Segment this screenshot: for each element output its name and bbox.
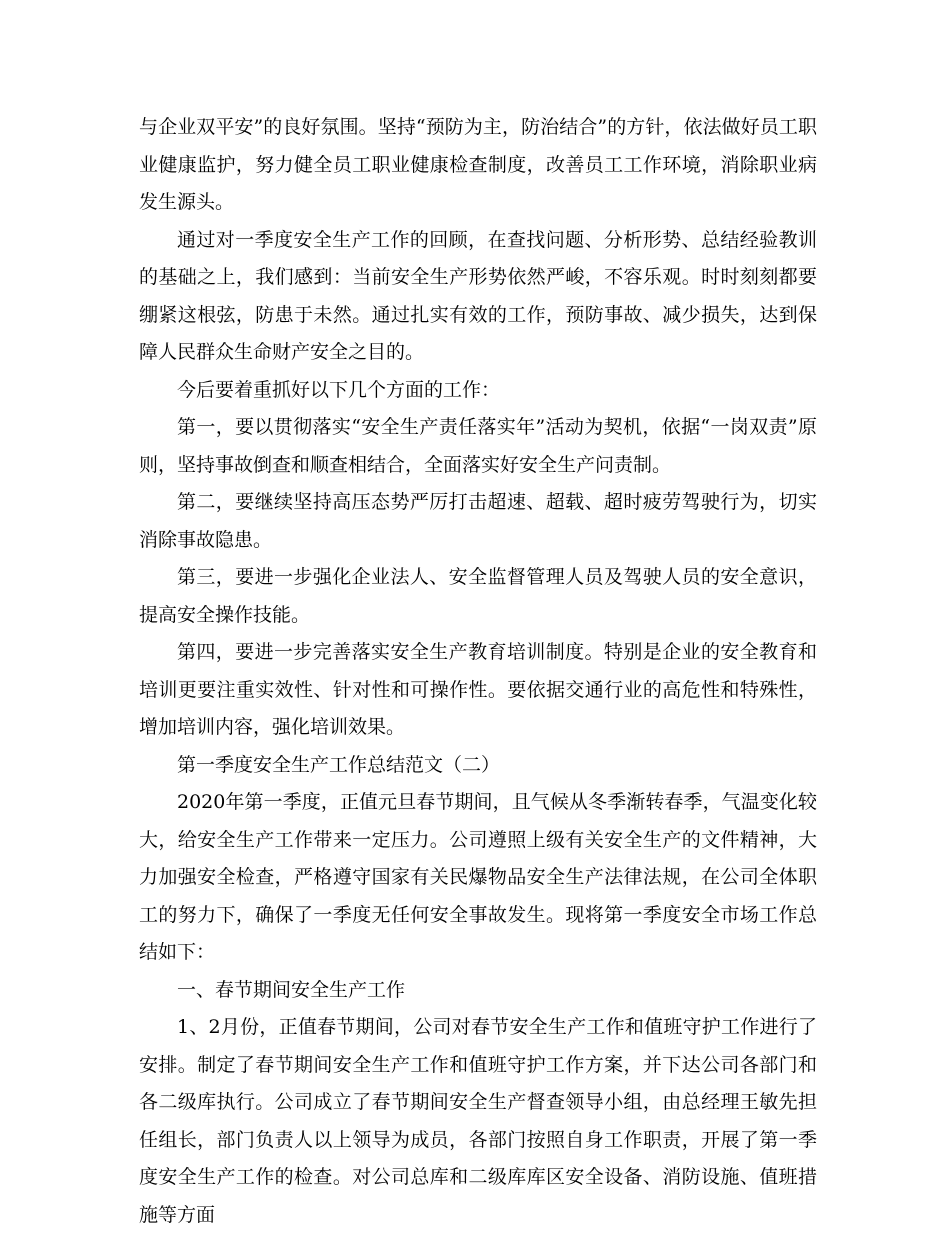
section-heading-spring-festival: 一、春节期间安全生产工作 [177, 978, 406, 1001]
paragraph-task-4: 第四，要进一步完善落实安全生产教育培训制度。特别是企业的安全教育和培训更要注重实效性、针对性和可操作性。要依据交通行业的高危性和特殊性，增加培训内容，强化培训效果。 [139, 641, 817, 738]
paragraph-task-1: 第一，要以贯彻落实“安全生产责任落实年”活动为契机，依据“一岗双责”原则，坚持事故倒查和顺查相结合，全面落实好安全生产问责制。 [139, 416, 817, 476]
paragraph-task-2: 第二，要继续坚持高压态势严厉打击超速、超载、超时疲劳驾驶行为，切实消除事故隐患。 [139, 491, 817, 551]
paragraph-february: 1、2月份，正值春节期间，公司对春节安全生产工作和值班守护工作进行了安排。制定了春节期间安全生产工作和值班守护工作方案，并下达公司各部门和各二级库执行。公司成立了春节期间安全生产督查领导小组，由总经理王敏先担任组长，部门负责人以上领导为成员，各部门按照自身工作职责，开展了第一季度安全生产工作的检查。对公司总库和二级库库区安全设备、消防设施、值班措施等方面 [139, 1016, 817, 1226]
section-title: 第一季度安全生产工作总结范文（二） [177, 753, 501, 776]
paragraph-q1-summary: 2020年第一季度，正值元旦春节期间，且气候从冬季渐转春季，气温变化较大，给安全生产工作带来一定压力。公司遵照上级有关安全生产的文件精神，大力加强安全检查，严格遵守国家有关民爆物品安全生产法律法规，在公司全体职工的努力下，确保了一季度无任何安全事故发生。现将第一季度安全市场工作总结如下： [139, 791, 817, 963]
paragraph-continuation: 与企业双平安”的良好氛围。坚持“预防为主，防治结合”的方针，依法做好员工职业健康监护，努力健全员工职业健康检查制度，改善员工工作环境，消除职业病发生源头。 [139, 116, 817, 213]
document-body [139, 109, 817, 1234]
paragraph-review: 通过对一季度安全生产工作的回顾，在查找问题、分析形势、总结经验教训的基础之上，我们感到：当前安全生产形势依然严峻，不容乐观。时时刻刻都要绷紧这根弦，防患于未然。通过扎实有效的工作，预防事故、减少损失，达到保障人民群众生命财产安全之目的。 [139, 228, 817, 363]
paragraph-task-3: 第三，要进一步强化企业法人、安全监督管理人员及驾驶人员的安全意识，提高安全操作技能。 [139, 566, 817, 626]
paragraph-intro-tasks: 今后要着重抓好以下几个方面的工作： [177, 378, 501, 401]
